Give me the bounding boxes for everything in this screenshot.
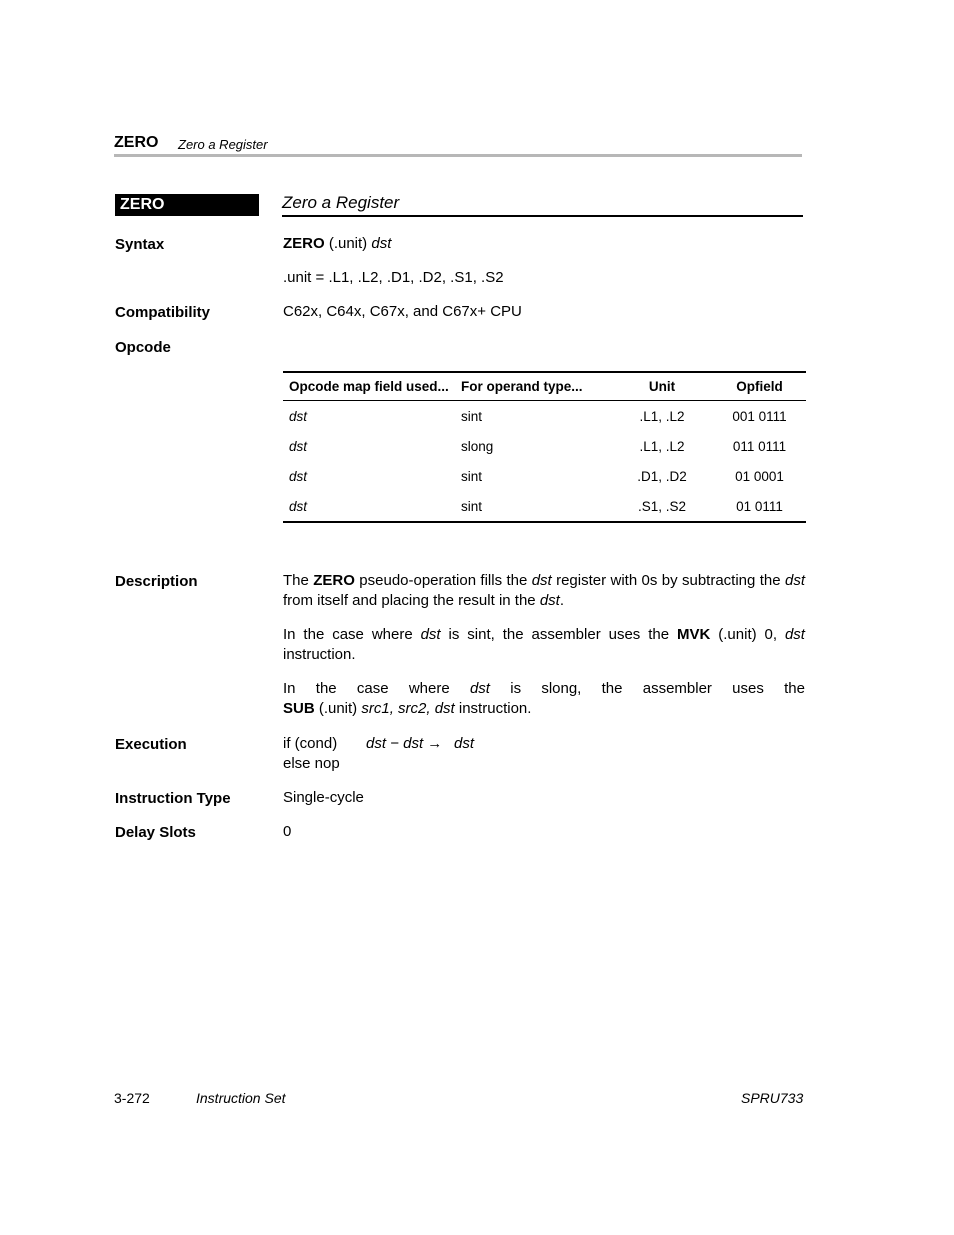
description-p2-line1	[283, 625, 805, 645]
description-p1-line1	[283, 571, 805, 591]
operand-dst: dst	[469, 680, 490, 697]
cell-operand-type: slong	[461, 438, 494, 454]
execution-else: else nop	[283, 755, 340, 772]
text-run: .	[559, 592, 564, 609]
cell-field: dst	[289, 438, 308, 454]
table-row	[283, 491, 806, 522]
cell-unit: .L1, .L2	[639, 438, 685, 454]
instruction-tag: ZERO	[115, 194, 259, 216]
text-run: The	[283, 572, 314, 589]
cell-unit: .S1, .S2	[611, 491, 707, 522]
operands: src1, src2, dst	[361, 700, 455, 717]
compatibility-label: Compatibility	[115, 304, 211, 321]
mnemonic-sub: SUB	[283, 700, 315, 717]
footer-doc-id: SPRU733	[741, 1090, 804, 1106]
text-run: In the case where	[283, 680, 470, 697]
cell-operand-type: sint	[461, 468, 483, 484]
operand-dst: dst	[420, 626, 441, 643]
header-unit: Unit	[611, 372, 707, 401]
table-row	[283, 431, 806, 461]
description-p2-line2: instruction.	[283, 646, 356, 663]
instruction-type-value: Single-cycle	[283, 789, 364, 806]
cell-field: dst	[289, 408, 308, 424]
cell-field: dst	[289, 468, 308, 484]
opcode-table-header	[283, 372, 806, 401]
execution-expr: dst − dst →	[366, 735, 443, 752]
delay-slots-value: 0	[283, 823, 292, 840]
text-run: In the case where	[283, 626, 421, 643]
running-header-mnemonic: ZERO	[114, 134, 159, 151]
syntax-operand: dst	[371, 235, 392, 252]
operand-dst: dst	[784, 626, 805, 643]
text-run: (.unit) 0,	[710, 626, 785, 643]
text-run: from itself and placing the result in the	[283, 592, 540, 609]
description-label: Description	[115, 573, 198, 590]
operand-dst: dst	[531, 572, 552, 589]
cell-unit: .D1, .D2	[637, 468, 687, 484]
title-rule	[282, 215, 803, 217]
execution-label: Execution	[115, 736, 187, 753]
execution-cond: if (cond)	[283, 735, 338, 752]
cell-opfield: 011 0111	[732, 438, 787, 454]
running-header-subtitle: Zero a Register	[178, 137, 268, 152]
table-row	[283, 401, 806, 432]
cell-opfield: 01 0111	[707, 491, 806, 522]
cell-operand-type: sint	[455, 491, 611, 522]
instruction-title: Zero a Register	[282, 193, 400, 212]
text-run: is sint, the assembler uses the	[440, 626, 677, 643]
description-p3-line1	[283, 679, 805, 699]
cell-field: dst	[283, 491, 455, 522]
operand-dst: dst	[784, 572, 805, 589]
opcode-table	[283, 371, 806, 523]
mnemonic-mvk: MVK	[677, 626, 711, 643]
compatibility-value: C62x, C64x, C67x, and C67x+ CPU	[283, 303, 522, 320]
mnemonic-zero: ZERO	[313, 572, 355, 589]
header-opfield: Opfield	[707, 372, 806, 401]
description-p3-line2	[283, 699, 805, 719]
text-run: is slong, the assembler uses the	[489, 680, 805, 697]
instruction-type-label: Instruction Type	[115, 790, 231, 807]
description-p1-line2	[283, 591, 805, 611]
footer-page-number: 3-272	[114, 1090, 150, 1106]
execution-target: dst	[454, 735, 475, 752]
text-run: pseudo-operation fills the	[354, 572, 532, 589]
syntax-line	[283, 234, 391, 254]
text-run: instruction.	[454, 700, 532, 717]
syntax-label: Syntax	[115, 236, 165, 253]
cell-unit: .L1, .L2	[639, 408, 685, 424]
operand-dst: dst	[539, 592, 560, 609]
cell-opfield: 001 0111	[732, 408, 787, 424]
cell-operand-type: sint	[461, 408, 483, 424]
syntax-units-line: .unit = .L1, .L2, .D1, .D2, .S1, .S2	[283, 269, 504, 286]
footer-section: Instruction Set	[196, 1090, 286, 1106]
table-row	[283, 461, 806, 491]
header-field: Opcode map field used...	[283, 372, 455, 401]
cell-opfield: 01 0001	[735, 468, 784, 484]
header-operand-type: For operand type...	[455, 372, 611, 401]
syntax-unit: (.unit)	[324, 235, 372, 252]
delay-slots-label: Delay Slots	[115, 824, 196, 841]
text-run: register with 0s by subtracting the	[551, 572, 785, 589]
opcode-label: Opcode	[115, 339, 171, 356]
syntax-mnemonic: ZERO	[283, 235, 325, 252]
header-rule	[114, 154, 802, 157]
text-run: (.unit)	[314, 700, 362, 717]
